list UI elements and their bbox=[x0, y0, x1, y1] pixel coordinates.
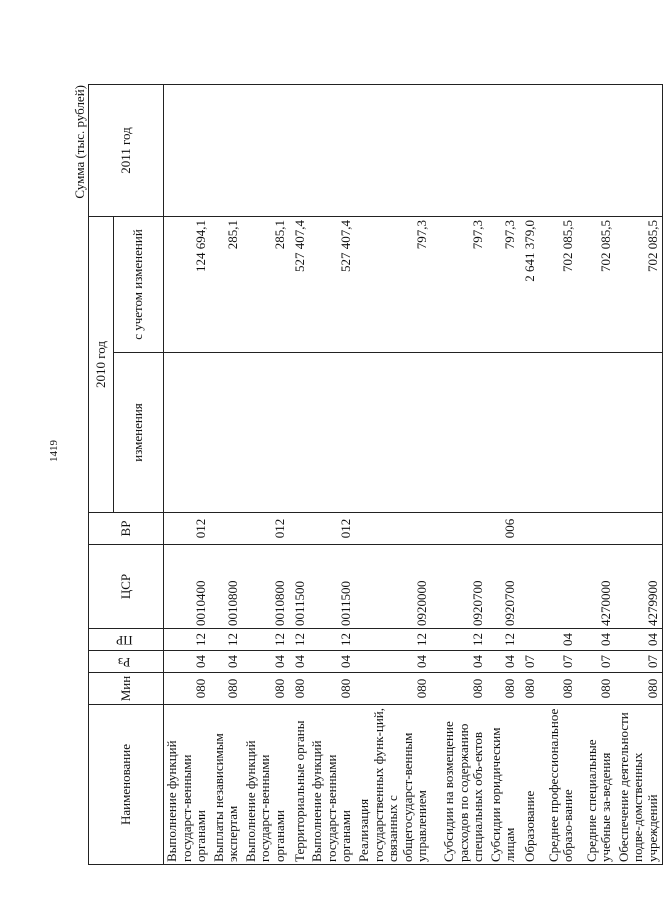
table-row bbox=[520, 85, 540, 865]
header-vr: ВР bbox=[89, 513, 164, 545]
row-changes bbox=[540, 353, 578, 513]
row-vr: 006 bbox=[488, 513, 520, 545]
row-pr: 04 bbox=[616, 629, 663, 651]
table-row bbox=[309, 85, 356, 865]
row-name: Выполнение функций государст-венными органами bbox=[243, 705, 290, 865]
row-csr: 0011500 bbox=[309, 545, 356, 629]
row-name: Образование bbox=[520, 705, 540, 865]
table-row bbox=[211, 85, 243, 865]
row-vr: 012 bbox=[309, 513, 356, 545]
row-csr: 0920000 bbox=[356, 545, 432, 629]
row-changes bbox=[488, 353, 520, 513]
row-rz: 07 bbox=[520, 651, 540, 673]
row-pr bbox=[520, 629, 540, 651]
row-2011 bbox=[578, 85, 616, 217]
row-changes bbox=[164, 353, 211, 513]
row-with-changes: 285,1 bbox=[211, 217, 243, 353]
row-vr bbox=[540, 513, 578, 545]
header-rz bbox=[89, 651, 164, 673]
header-csr: ЦСР bbox=[89, 545, 164, 629]
row-min: 080 bbox=[520, 673, 540, 705]
row-vr: 012 bbox=[243, 513, 290, 545]
header-pr bbox=[89, 629, 164, 651]
row-min: 080 bbox=[211, 673, 243, 705]
header-with-changes: с учетом изменений bbox=[114, 217, 164, 353]
row-with-changes: 702 085,5 bbox=[578, 217, 616, 353]
row-min: 080 bbox=[540, 673, 578, 705]
table-row bbox=[488, 85, 520, 865]
row-with-changes: 527 407,4 bbox=[309, 217, 356, 353]
header-year-2010: 2010 год bbox=[89, 217, 114, 513]
row-csr: 4279900 bbox=[616, 545, 663, 629]
budget-table bbox=[88, 84, 663, 865]
row-changes bbox=[578, 353, 616, 513]
header-pr-label: ПР bbox=[116, 632, 133, 648]
row-2011 bbox=[540, 85, 578, 217]
row-rz: 04 bbox=[432, 651, 488, 673]
row-2011 bbox=[309, 85, 356, 217]
row-vr bbox=[211, 513, 243, 545]
row-2011 bbox=[211, 85, 243, 217]
row-vr bbox=[432, 513, 488, 545]
row-with-changes: 285,1 bbox=[243, 217, 290, 353]
row-name: Субсидии на возмещение расходов по содержанию специальных объ-ектов bbox=[432, 705, 488, 865]
row-changes bbox=[309, 353, 356, 513]
row-2011 bbox=[164, 85, 211, 217]
row-vr bbox=[616, 513, 663, 545]
row-pr: 12 bbox=[164, 629, 211, 651]
row-with-changes: 702 085,5 bbox=[540, 217, 578, 353]
row-name: Обеспечение деятельности подве-домственных учреждений bbox=[616, 705, 663, 865]
table-row bbox=[578, 85, 616, 865]
row-name: Выполнение функций государст-венными органами bbox=[309, 705, 356, 865]
row-pr: 12 bbox=[289, 629, 309, 651]
row-changes bbox=[243, 353, 290, 513]
row-csr: 0920700 bbox=[488, 545, 520, 629]
row-vr: 012 bbox=[164, 513, 211, 545]
row-2011 bbox=[243, 85, 290, 217]
row-csr: 0010400 bbox=[164, 545, 211, 629]
row-rz: 04 bbox=[211, 651, 243, 673]
unit-note: Сумма (тыс. рублей) bbox=[72, 85, 87, 199]
row-min: 080 bbox=[488, 673, 520, 705]
header-min: Мин bbox=[89, 673, 164, 705]
table-row bbox=[289, 85, 309, 865]
row-rz: 07 bbox=[578, 651, 616, 673]
table-row bbox=[616, 85, 663, 865]
page-number: 1419 bbox=[48, 440, 60, 462]
row-name: Реализация государственных функ-ций, связанных с общегосударст-венным управлением bbox=[356, 705, 432, 865]
row-rz: 04 bbox=[289, 651, 309, 673]
table-body bbox=[164, 85, 663, 865]
table-row bbox=[432, 85, 488, 865]
header-year-2011: 2011 год bbox=[89, 85, 164, 217]
header-name: Наименование bbox=[89, 705, 164, 865]
row-vr bbox=[356, 513, 432, 545]
row-csr: 0010800 bbox=[211, 545, 243, 629]
row-csr: 0011500 bbox=[289, 545, 309, 629]
row-with-changes: 124 694,1 bbox=[164, 217, 211, 353]
row-pr: 04 bbox=[540, 629, 578, 651]
row-min: 080 bbox=[164, 673, 211, 705]
row-pr: 12 bbox=[211, 629, 243, 651]
row-rz: 07 bbox=[540, 651, 578, 673]
row-with-changes: 2 641 379,0 bbox=[520, 217, 540, 353]
row-pr: 12 bbox=[243, 629, 290, 651]
header-rz-label: Рз bbox=[118, 654, 131, 670]
row-with-changes: 797,3 bbox=[356, 217, 432, 353]
table-row bbox=[164, 85, 211, 865]
row-rz: 04 bbox=[488, 651, 520, 673]
row-with-changes: 797,3 bbox=[488, 217, 520, 353]
row-changes bbox=[432, 353, 488, 513]
row-pr: 12 bbox=[488, 629, 520, 651]
row-2011 bbox=[616, 85, 663, 217]
row-csr: 0920700 bbox=[432, 545, 488, 629]
row-min: 080 bbox=[289, 673, 309, 705]
row-csr: 4270000 bbox=[578, 545, 616, 629]
row-name: Территориальные органы bbox=[289, 705, 309, 865]
row-changes bbox=[520, 353, 540, 513]
row-csr bbox=[540, 545, 578, 629]
row-rz: 04 bbox=[164, 651, 211, 673]
budget-table-region bbox=[70, 85, 660, 865]
row-rz: 04 bbox=[356, 651, 432, 673]
row-changes bbox=[289, 353, 309, 513]
table-row bbox=[540, 85, 578, 865]
row-name: Выплаты независимым экспертам bbox=[211, 705, 243, 865]
row-name: Выполнение функций государст-венными органами bbox=[164, 705, 211, 865]
row-vr bbox=[289, 513, 309, 545]
row-rz: 04 bbox=[309, 651, 356, 673]
row-vr bbox=[578, 513, 616, 545]
row-name: Среднее профессиональное образо-вание bbox=[540, 705, 578, 865]
row-2011 bbox=[520, 85, 540, 217]
row-with-changes: 797,3 bbox=[432, 217, 488, 353]
row-2011 bbox=[356, 85, 432, 217]
row-rz: 04 bbox=[243, 651, 290, 673]
row-csr bbox=[520, 545, 540, 629]
row-min: 080 bbox=[432, 673, 488, 705]
table-row bbox=[356, 85, 432, 865]
row-with-changes: 702 085,5 bbox=[616, 217, 663, 353]
header-changes: изменения bbox=[114, 353, 164, 513]
row-2011 bbox=[488, 85, 520, 217]
row-vr bbox=[520, 513, 540, 545]
row-pr: 04 bbox=[578, 629, 616, 651]
row-changes bbox=[616, 353, 663, 513]
row-2011 bbox=[289, 85, 309, 217]
row-min: 080 bbox=[309, 673, 356, 705]
row-pr: 12 bbox=[432, 629, 488, 651]
row-with-changes: 527 407,4 bbox=[289, 217, 309, 353]
table-row bbox=[243, 85, 290, 865]
row-pr: 12 bbox=[309, 629, 356, 651]
row-min: 080 bbox=[578, 673, 616, 705]
row-name: Субсидии юридическим лицам bbox=[488, 705, 520, 865]
row-min: 080 bbox=[243, 673, 290, 705]
row-csr: 0010800 bbox=[243, 545, 290, 629]
row-pr: 12 bbox=[356, 629, 432, 651]
row-changes bbox=[356, 353, 432, 513]
row-2011 bbox=[432, 85, 488, 217]
row-min: 080 bbox=[356, 673, 432, 705]
row-rz: 07 bbox=[616, 651, 663, 673]
row-name: Средние специальные учебные за-ведения bbox=[578, 705, 616, 865]
row-min: 080 bbox=[616, 673, 663, 705]
row-changes bbox=[211, 353, 243, 513]
